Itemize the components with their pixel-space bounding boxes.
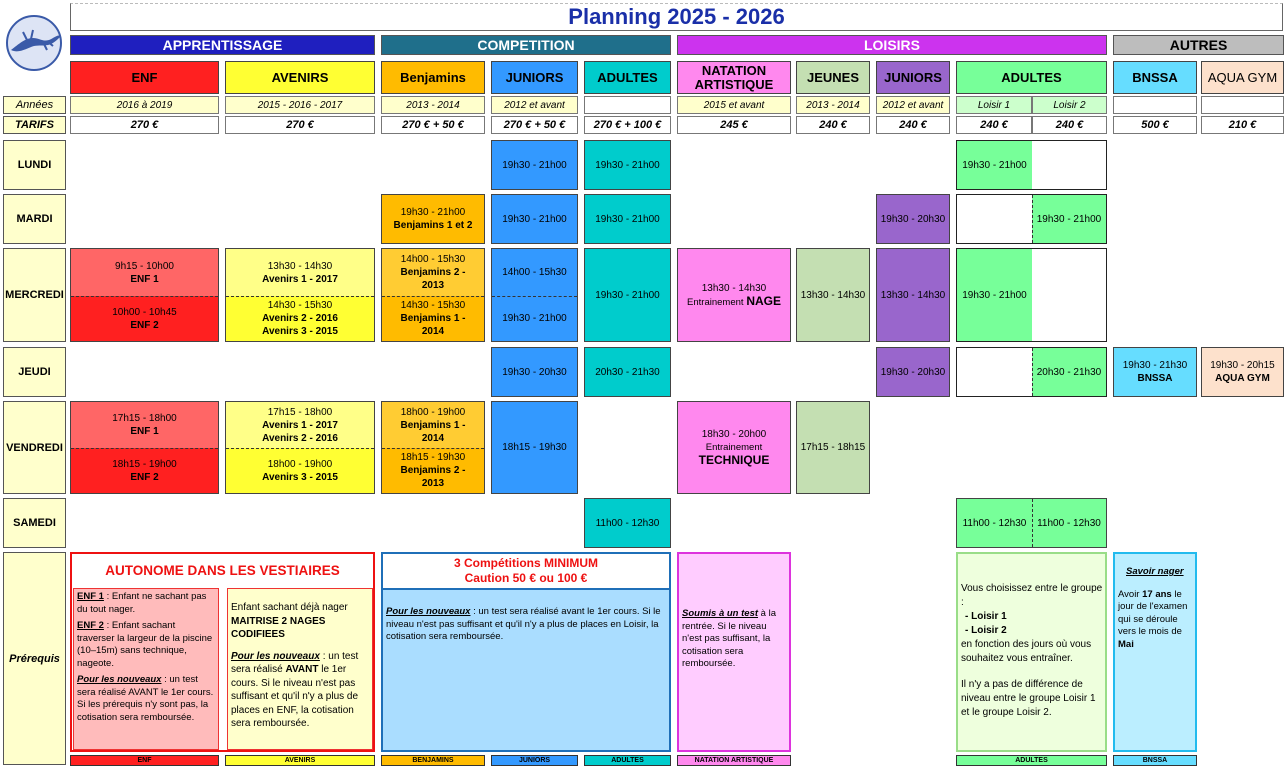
category-adultes: ADULTES bbox=[584, 61, 671, 94]
footer-benjamins: BENJAMINS bbox=[381, 755, 485, 766]
category-natation-artistique: NATATION ARTISTIQUE bbox=[677, 61, 791, 94]
category-benjamins: Benjamins bbox=[381, 61, 485, 94]
tarif-juniors-loisirs: 240 € bbox=[876, 116, 950, 134]
footer-natation: NATATION ARTISTIQUE bbox=[677, 755, 791, 766]
tarif-benjamins: 270 € + 50 € bbox=[381, 116, 485, 134]
years-loisir-1: Loisir 1 bbox=[956, 96, 1032, 114]
years-loisir-2: Loisir 2 bbox=[1032, 96, 1107, 114]
mercredi-juniors-loisirs: 13h30 - 14h30 bbox=[876, 248, 950, 342]
years-jeunes: 2013 - 2014 bbox=[796, 96, 870, 114]
tarif-enf: 270 € bbox=[70, 116, 219, 134]
lundi-loisir-1: 19h30 - 21h00 bbox=[957, 141, 1032, 189]
prerequis-avenirs: Enfant sachant déjà nager MAITRISE 2 NAGES CODIFIEES Pour les nouveaux : un test sera réalisé AVANT le 1er cours. Si le niveau n'est pas suffisant et qu'il n'y a plus de places en ENF, la cotisation sera remboursée. bbox=[227, 588, 373, 750]
tarif-aqua: 210 € bbox=[1201, 116, 1284, 134]
label-jeudi: JEUDI bbox=[3, 347, 66, 397]
prerequis-loisirs-text: Vous choisissez entre le groupe : - Loisir 1 - Loisir 2 en fonction des jours où vous souhaitez vous entraîner. Il n'y a pas de différence de niveau entre le groupe Loisir 1 et le groupe Loisir 2. bbox=[961, 583, 1103, 718]
mercredi-enf: 9h15 - 10h00 ENF 1 10h00 - 10h45 ENF 2 bbox=[70, 248, 219, 342]
prerequis-loisirs bbox=[956, 552, 1107, 752]
mercredi-jeunes: 13h30 - 14h30 bbox=[796, 248, 870, 342]
mercredi-natation: 13h30 - 14h30 Entrainement NAGE bbox=[677, 248, 791, 342]
tarif-juniors: 270 € + 50 € bbox=[491, 116, 578, 134]
category-jeunes: JEUNES bbox=[796, 61, 870, 94]
samedi-adultes-loisirs bbox=[956, 498, 1107, 548]
category-adultes-loisirs: ADULTES bbox=[956, 61, 1107, 94]
footer-adultes: ADULTES bbox=[584, 755, 671, 766]
prerequis-apprentissage bbox=[70, 552, 375, 752]
prerequis-competition-text: Pour les nouveaux : un test sera réalisé avant le 1er cours. Si le niveau n'est pas suffisant et qu'il n'y a plus de places en Loisir, la cotisation sera remboursée. bbox=[386, 606, 661, 642]
prerequis-competition-title: 3 Compétitions MINIMUM Caution 50 € ou 100 € bbox=[383, 554, 669, 590]
tarif-bnssa: 500 € bbox=[1113, 116, 1197, 134]
samedi-loisir-2: 11h00 - 12h30 bbox=[1037, 517, 1101, 529]
label-mercredi: MERCREDI bbox=[3, 248, 66, 342]
vendredi-avenirs: 17h15 - 18h00 Avenirs 1 - 2017 Avenirs 2 - 2016 18h00 - 19h00 Avenirs 3 - 2015 bbox=[225, 401, 375, 494]
label-tarifs: TARIFS bbox=[3, 116, 66, 134]
years-natation: 2015 et avant bbox=[677, 96, 791, 114]
years-juniors: 2012 et avant bbox=[491, 96, 578, 114]
vendredi-enf: 17h15 - 18h00 ENF 1 18h15 - 19h00 ENF 2 bbox=[70, 401, 219, 494]
jeudi-bnssa: 19h30 - 21h30 BNSSA bbox=[1113, 347, 1197, 397]
samedi-loisir-1: 11h00 - 12h30 bbox=[962, 517, 1027, 529]
label-samedi: SAMEDI bbox=[3, 498, 66, 548]
mercredi-benjamins: 14h00 - 15h30 Benjamins 2 - 2013 14h30 - 15h30 Benjamins 1 - 2014 bbox=[381, 248, 485, 342]
tarif-loisir-1: 240 € bbox=[956, 116, 1032, 134]
footer-avenirs: AVENIRS bbox=[225, 755, 375, 766]
category-enf: ENF bbox=[70, 61, 219, 94]
jeudi-aqua-gym: 19h30 - 20h15 AQUA GYM bbox=[1201, 347, 1284, 397]
mardi-adultes-loisirs bbox=[956, 194, 1107, 244]
mardi-benjamins: 19h30 - 21h00 Benjamins 1 et 2 bbox=[381, 194, 485, 244]
group-competition: COMPETITION bbox=[381, 35, 671, 55]
lundi-adultes-loisirs bbox=[956, 140, 1107, 190]
vendredi-benjamins: 18h00 - 19h00 Benjamins 1 - 2014 18h15 - 19h30 Benjamins 2 - 2013 bbox=[381, 401, 485, 494]
footer-juniors: JUNIORS bbox=[491, 755, 578, 766]
jeudi-adultes: 20h30 - 21h30 bbox=[584, 347, 671, 397]
category-avenirs: AVENIRS bbox=[225, 61, 375, 94]
label-vendredi: VENDREDI bbox=[3, 401, 66, 494]
label-mardi: MARDI bbox=[3, 194, 66, 244]
tarif-loisir-2: 240 € bbox=[1032, 116, 1107, 134]
tarif-avenirs: 270 € bbox=[225, 116, 375, 134]
prerequis-bnssa bbox=[1113, 552, 1197, 752]
mercredi-loisir-1: 19h30 - 21h00 bbox=[957, 249, 1032, 341]
category-juniors: JUNIORS bbox=[491, 61, 578, 94]
prerequis-apprentissage-title: AUTONOME DANS LES VESTIAIRES bbox=[105, 562, 340, 578]
group-loisirs: LOISIRS bbox=[677, 35, 1107, 55]
prerequis-natation-text: Soumis à un test à la rentrée. Si le niveau n'est pas suffisant, la cotisation sera remboursée. bbox=[682, 608, 776, 669]
page-title: Planning 2025 - 2026 bbox=[70, 3, 1283, 31]
years-juniors-loisirs: 2012 et avant bbox=[876, 96, 950, 114]
mardi-adultes: 19h30 - 21h00 bbox=[584, 194, 671, 244]
vendredi-jeunes: 17h15 - 18h15 bbox=[796, 401, 870, 494]
vendredi-juniors: 18h15 - 19h30 bbox=[491, 401, 578, 494]
jeudi-loisir-2: 20h30 - 21h30 bbox=[1032, 348, 1106, 396]
footer-bnssa: BNSSA bbox=[1113, 755, 1197, 766]
years-bnssa bbox=[1113, 96, 1197, 114]
category-juniors-loisirs: JUNIORS bbox=[876, 61, 950, 94]
prerequis-bnssa-text: Savoir nager Avoir 17 ans le jour de l'examen qui se déroule vers le mois de Mai bbox=[1118, 566, 1188, 650]
mardi-juniors: 19h30 - 21h00 bbox=[491, 194, 578, 244]
label-annees: Années bbox=[3, 96, 66, 114]
years-adultes bbox=[584, 96, 671, 114]
mercredi-adultes: 19h30 - 21h00 bbox=[584, 248, 671, 342]
label-prerequis: Prérequis bbox=[3, 552, 66, 765]
category-aqua-gym: AQUA GYM bbox=[1201, 61, 1284, 94]
category-bnssa: BNSSA bbox=[1113, 61, 1197, 94]
mercredi-juniors: 14h00 - 15h30 19h30 - 21h00 bbox=[491, 248, 578, 342]
mercredi-adultes-loisirs bbox=[956, 248, 1107, 342]
prerequis-competition bbox=[381, 552, 671, 752]
lundi-juniors: 19h30 - 21h00 bbox=[491, 140, 578, 190]
years-avenirs: 2015 - 2016 - 2017 bbox=[225, 96, 375, 114]
tarif-natation: 245 € bbox=[677, 116, 791, 134]
footer-enf: ENF bbox=[70, 755, 219, 766]
years-benjamins: 2013 - 2014 bbox=[381, 96, 485, 114]
mardi-juniors-loisirs: 19h30 - 20h30 bbox=[876, 194, 950, 244]
prerequis-enf: ENF 1 : Enfant ne sachant pas du tout nager. ENF 2 : Enfant sachant traverser la largeur de la piscine (10–15m) sans technique, nageote. Pour les nouveaux : un test sera réalisé AVANT le 1er cours. Si les prérequis n'y sont pas, la cotisation sera remboursée. bbox=[73, 588, 219, 750]
samedi-adultes: 11h00 - 12h30 bbox=[584, 498, 671, 548]
tarif-jeunes: 240 € bbox=[796, 116, 870, 134]
vendredi-natation: 18h30 - 20h00 Entrainement TECHNIQUE bbox=[677, 401, 791, 494]
mercredi-avenirs: 13h30 - 14h30 Avenirs 1 - 2017 14h30 - 15h30 Avenirs 2 - 2016 Avenirs 3 - 2015 bbox=[225, 248, 375, 342]
group-autres: AUTRES bbox=[1113, 35, 1284, 55]
jeudi-juniors-loisirs: 19h30 - 20h30 bbox=[876, 347, 950, 397]
lundi-adultes: 19h30 - 21h00 bbox=[584, 140, 671, 190]
jeudi-juniors: 19h30 - 20h30 bbox=[491, 347, 578, 397]
years-aqua bbox=[1201, 96, 1284, 114]
mardi-loisir-2: 19h30 - 21h00 bbox=[1032, 195, 1106, 243]
years-enf: 2016 à 2019 bbox=[70, 96, 219, 114]
label-lundi: LUNDI bbox=[3, 140, 66, 190]
prerequis-natation bbox=[677, 552, 791, 752]
club-logo bbox=[3, 14, 66, 72]
footer-adultes-loisirs: ADULTES bbox=[956, 755, 1107, 766]
tarif-adultes: 270 € + 100 € bbox=[584, 116, 671, 134]
jeudi-adultes-loisirs bbox=[956, 347, 1107, 397]
group-apprentissage: APPRENTISSAGE bbox=[70, 35, 375, 55]
